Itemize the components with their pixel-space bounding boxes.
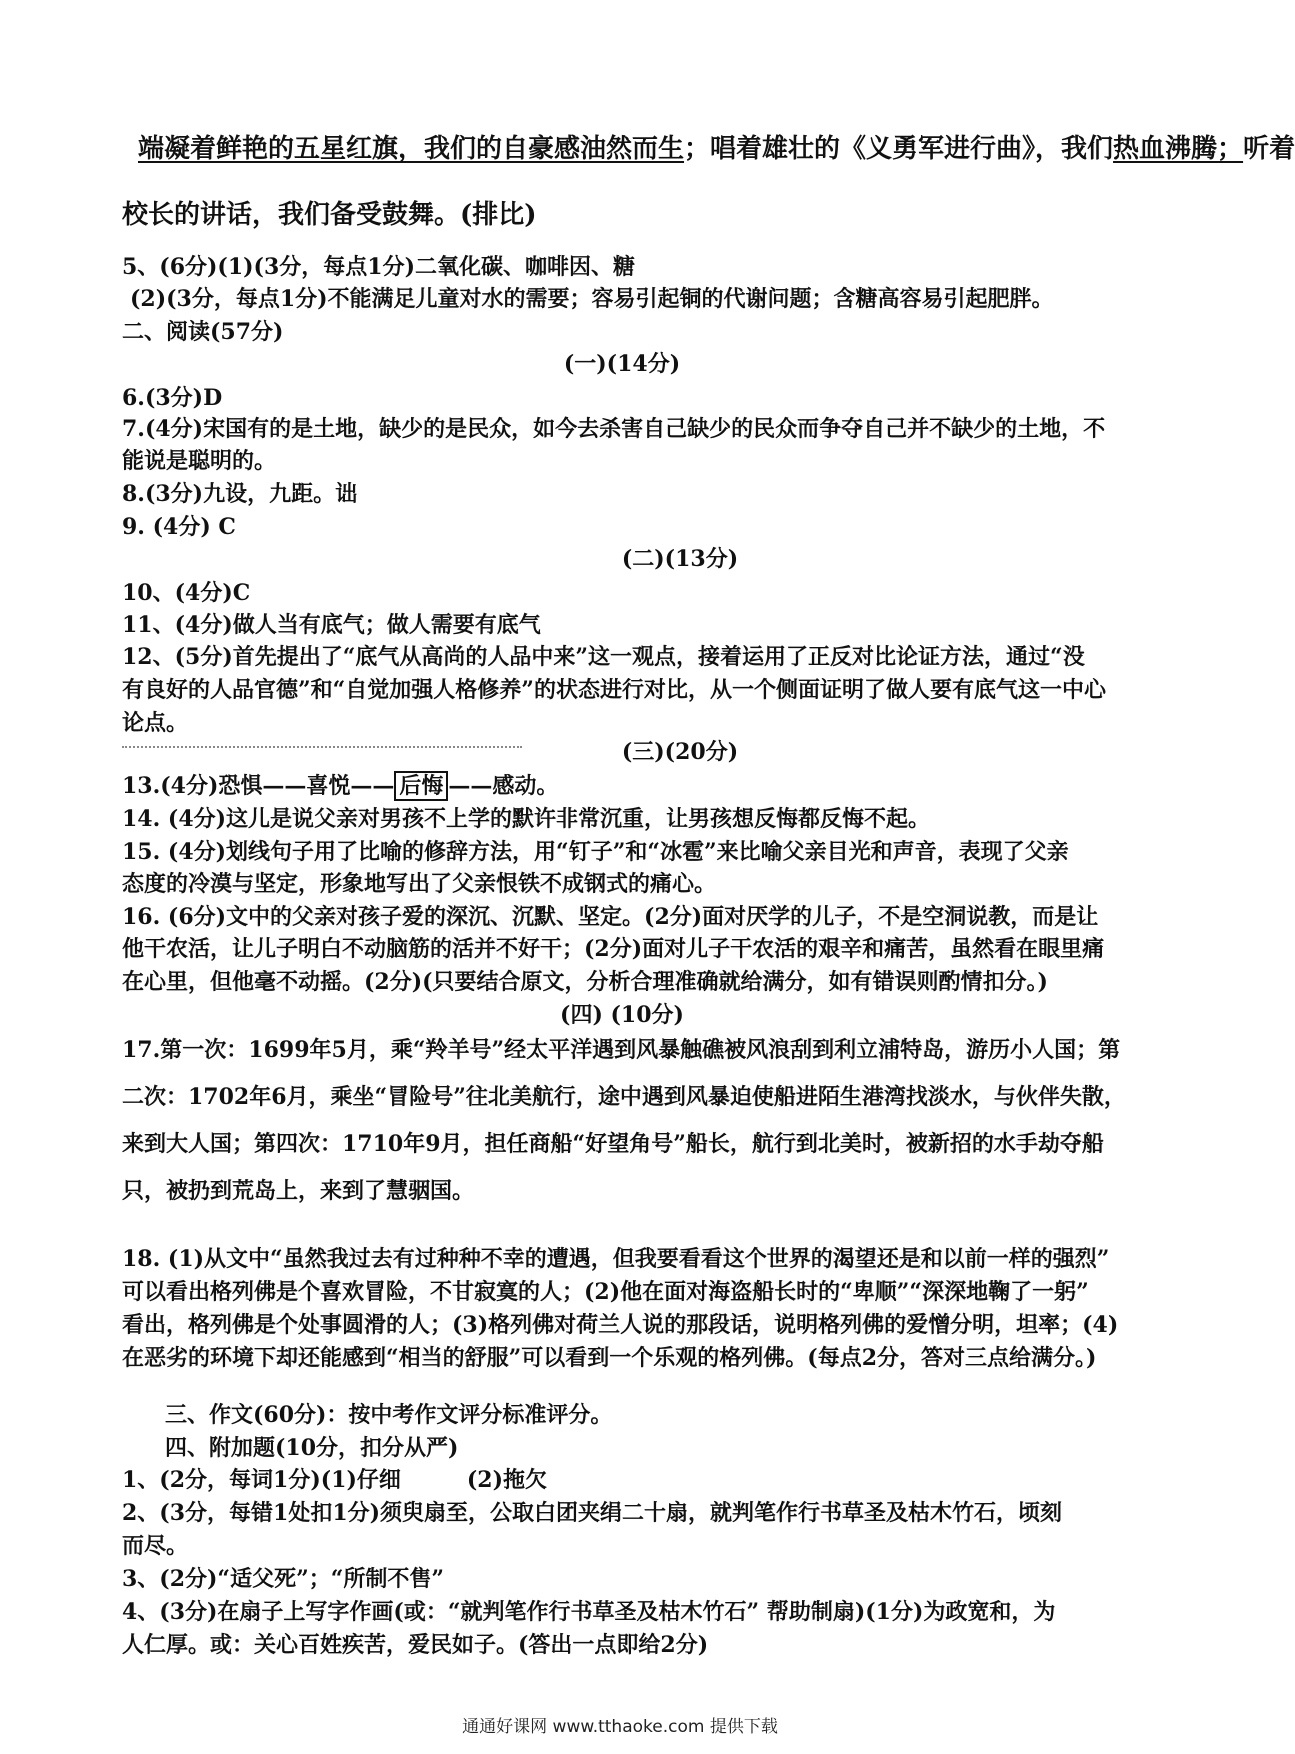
answer-15: 15. (4分)划线句子用了比喻的修辞方法，用“钉子”和“冰雹”来比喻父亲目光和声音，表现了父亲 (122, 839, 1069, 865)
bonus-answer-1-part: 1、(2分，每词1分)(1)仔细 (122, 1467, 401, 1493)
answer-7-cont: 能说是聪明的。 (122, 448, 277, 474)
bonus-answer-1-part: (2)拖欠 (466, 1467, 548, 1493)
answer-18: 18. (1)从文中“虽然我过去有过种种不幸的遭遇，但我要看看这个世界的渴望还是和以前一样的强烈” (122, 1246, 1110, 1272)
bonus-answer-2: 2、(3分，每错1处扣1分)须臾扇至，公取白团夹绢二十扇，就判笔作行书草圣及枯木竹石，顷刻 (122, 1500, 1063, 1526)
bonus-answer-4: 4、(3分)在扇子上写字作画(或：“就判笔作行书草圣及枯木竹石” 帮助制扇)(1分)为政宽和，为 (122, 1599, 1056, 1625)
intro-line-2: 校长的讲话，我们备受鼓舞。(排比) (122, 200, 537, 230)
intro-text: 油然而生 (580, 134, 685, 164)
answer-11: 11、(4分)做人当有底气；做人需要有底气 (122, 612, 541, 638)
answer-9: 9. (4分) C (122, 514, 236, 540)
answer-8: 8.(3分)九设，九距。诎 (122, 481, 358, 507)
answer-5-1: 5、(6分)(1)(3分，每点1分)二氧化碳、咖啡因、糖 (122, 254, 635, 280)
subsection-3: (三)(20分) (621, 739, 739, 765)
answer-18-cont: 可以看出格列佛是个喜欢冒险，不甘寂寞的人；(2)他在面对海盗船长时的“卑顺”“深深地鞠了一躬” (122, 1279, 1089, 1305)
answer-6: 6.(3分)D (122, 385, 223, 411)
answer-13 (122, 773, 1122, 799)
subsection-2: (二)(13分) (621, 546, 739, 572)
answer-17-cont: 二次：1702年6月，乘坐“冒险号”往北美航行，途中遇到风暴迫使船进陌生港湾找淡水，与伙伴失散， (122, 1084, 1126, 1110)
answer-12-cont: 有良好的人品官德”和“自觉加强人格修养”的状态进行对比，从一个侧面证明了做人要有底气这一中心 (122, 677, 1106, 703)
answer-12: 12、(5分)首先提出了“底气从高尚的人品中来”这一观点，接着运用了正反对比论证方法，通过“没 (122, 644, 1085, 670)
boxed-word: 后悔 (394, 771, 448, 801)
answer-13-text: ——感动。 (448, 773, 559, 799)
footer-credit: 通通好课网 www.tthaoke.com 提供下载 (462, 1717, 778, 1737)
section-reading: 二、阅读(57分) (122, 319, 284, 345)
answer-17-cont: 来到大人国；第四次：1710年9月，担任商船“好望角号”船长，航行到北美时，被新招的水手劫夺船 (122, 1131, 1104, 1157)
bonus-answer-1 (122, 1467, 1122, 1493)
answer-16-cont: 他干农活，让儿子明白不动脑筋的活并不好干；(2分)面对儿子干农活的艰辛和痛苦，虽然看在眼里痛 (122, 936, 1105, 962)
subsection-1: (一)(14分) (563, 351, 681, 377)
answer-7: 7.(4分)宋国有的是土地，缺少的是民众，如今去杀害自己缺少的民众而争夺自己并不缺少的土地，不 (122, 416, 1106, 442)
intro-text: ；唱着雄壮的《义勇军进行曲》，我们 (684, 134, 1114, 164)
answer-16-cont: 在心里，但他毫不动摇。(2分)(只要结合原文，分析合理准确就给满分，如有错误则酌情扣分。) (122, 969, 1048, 995)
section-bonus: 四、附加题(10分，扣分从严) (165, 1435, 459, 1461)
answer-17-cont: 只，被扔到荒岛上，来到了慧骃国。 (122, 1178, 475, 1204)
subsection-4: (四) (10分) (560, 1002, 684, 1028)
bonus-answer-3: 3、(2分)“适父死”；“所制不售” (122, 1566, 445, 1592)
answer-17: 17.第一次：1699年5月，乘“羚羊号”经太平洋遇到风暴触礁被风浪刮到利立浦特岛，游历小人国；第 (122, 1037, 1121, 1063)
intro-line-1 (138, 133, 1295, 165)
bonus-answer-4-cont: 人仁厚。或：关心百姓疾苦，爱民如子。(答出一点即给2分) (122, 1632, 709, 1658)
answer-18-cont: 看出，格列佛是个处事圆滑的人；(3)格列佛对荷兰人说的那段话，说明格列佛的爱憎分明，坦率；(4) (122, 1312, 1119, 1338)
answer-15-cont: 态度的冷漠与坚定，形象地写出了父亲恨铁不成钢式的痛心。 (122, 871, 717, 897)
intro-text: 热血沸腾； (1113, 134, 1244, 164)
intro-text: 端凝着鲜艳的五星红旗，我们的自豪感 (138, 134, 581, 164)
answer-10: 10、(4分)C (122, 580, 251, 606)
section-composition: 三、作文(60分)：按中考作文评分标准评分。 (165, 1402, 613, 1428)
intro-text: 听着 (1243, 134, 1295, 164)
answer-16: 16. (6分)文中的父亲对孩子爱的深沉、沉默、坚定。(2分)面对厌学的儿子，不是空洞说教，而是让 (122, 904, 1099, 930)
answer-12-cont: 论点。 (122, 710, 189, 736)
answer-13-text: 13.(4分)恐惧——喜悦—— (122, 773, 395, 799)
answer-14: 14. (4分)这儿是说父亲对男孩不上学的默许非常沉重，让男孩想反悔都反悔不起。 (122, 806, 931, 832)
answer-5-2: (2)(3分，每点1分)不能满足儿童对水的需要；容易引起铜的代谢问题；含糖高容易引起肥胖。 (130, 286, 1054, 312)
answer-18-cont: 在恶劣的环境下却还能感到“相当的舒服”可以看到一个乐观的格列佛。(每点2分，答对三点给满分。) (122, 1345, 1097, 1371)
bonus-answer-2-cont: 而尽。 (122, 1533, 189, 1559)
